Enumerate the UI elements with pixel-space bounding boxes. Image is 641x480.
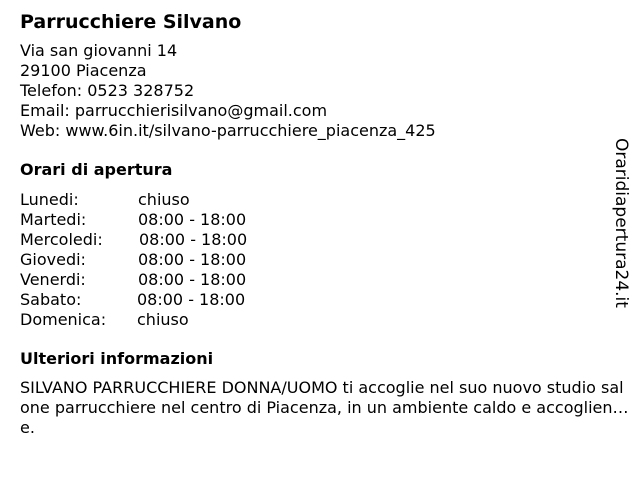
hours-row-giovedi: [20, 250, 620, 270]
street-address: Via san giovanni 14: [20, 41, 178, 60]
hours-row-sabato: [20, 290, 620, 310]
day-label: Lunedi:: [20, 190, 79, 209]
postal-city: 29100 Piacenza: [20, 61, 147, 80]
day-label: Mercoledi:: [20, 230, 103, 249]
watermark-text: Oraridiapertura24.it: [611, 137, 631, 308]
email-line: [20, 101, 620, 121]
web-link[interactable]: www.6in.it/silvano-parrucchiere_piacenza_425: [65, 121, 436, 140]
hours-row-venerdi: [20, 270, 620, 290]
hours-row-martedi: [20, 210, 620, 230]
web-label: Web:: [20, 121, 61, 140]
email-label: Email:: [20, 101, 70, 120]
phone-label: Telefon:: [20, 81, 83, 100]
hours-value: 08:00 - 18:00: [138, 250, 247, 269]
opening-hours-heading: Orari di apertura: [20, 160, 173, 179]
phone-number[interactable]: 0523 328752: [87, 81, 195, 100]
day-label: Martedi:: [20, 210, 87, 229]
further-info-heading: Ulteriori informazioni: [20, 349, 214, 368]
hours-value: 08:00 - 18:00: [138, 210, 247, 229]
hours-value: chiuso: [137, 310, 189, 329]
hours-value: 08:00 - 18:00: [138, 270, 247, 289]
hours-value: chiuso: [138, 190, 190, 209]
description-text: SILVANO PARRUCCHIERE DONNA/UOMO ti accoglie nel suo nuovo studio salone parrucchiere nel centro di Piacenza, in un ambiente caldo e accogliente.: [20, 378, 624, 437]
day-label: Sabato:: [20, 290, 82, 309]
opening-hours-list: [20, 190, 620, 330]
hours-value: 08:00 - 18:00: [139, 230, 248, 249]
business-name: Parrucchiere Silvano: [20, 11, 242, 33]
hours-value: 08:00 - 18:00: [137, 290, 246, 309]
hours-row-lunedi: [20, 190, 620, 210]
hours-row-domenica: [20, 310, 620, 330]
phone-line: [20, 81, 620, 101]
web-line: [20, 121, 620, 141]
site-watermark: [601, 135, 641, 310]
day-label: Domenica:: [20, 310, 107, 329]
day-label: Giovedi:: [20, 250, 86, 269]
email-address[interactable]: parrucchierisilvano@gmail.com: [74, 101, 328, 120]
hours-row-mercoledi: [20, 230, 620, 250]
day-label: Venerdi:: [20, 270, 86, 289]
